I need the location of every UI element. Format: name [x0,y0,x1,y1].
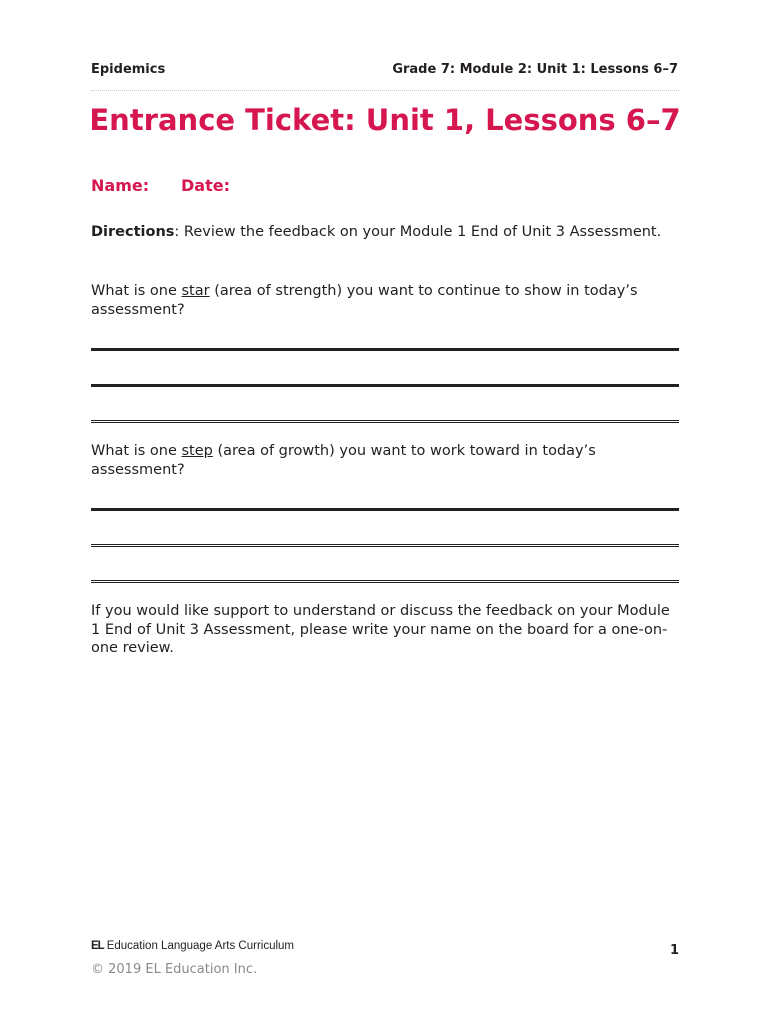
footer-brand [91,940,294,952]
header-lesson-info: Grade 7: Module 2: Unit 1: Lessons 6–7 [392,62,678,77]
header-divider [91,90,679,91]
answer-line-step-3[interactable] [91,580,679,583]
question-step-after: (area of growth) you want to work toward in today’s assessment? [91,443,596,478]
support-note: If you would like support to understand or discuss the feedback on your Module 1 End of Unit 3 Assessment, please write your name on the board for a one-on-one review. [91,603,670,656]
answer-line-step-2[interactable] [91,544,679,547]
question-step-keyword: step [181,443,213,459]
name-label: Name: [91,176,150,195]
date-label: Date: [181,176,230,195]
question-star [91,282,681,319]
question-star-after: (area of strength) you want to continue to show in today’s assessment? [91,283,638,318]
answer-line-star-3[interactable] [91,420,679,423]
question-star-keyword: star [181,283,210,299]
page-title: Entrance Ticket: Unit 1, Lessons 6–7 [89,103,681,137]
question-step [91,442,681,479]
copyright: © 2019 EL Education Inc. [91,962,258,977]
page-number: 1 [669,943,679,958]
directions [91,223,681,242]
footer-brand-text: Education Language Arts Curriculum [106,940,295,952]
question-star-before: What is one [91,283,182,299]
answer-line-star-2[interactable] [91,384,679,387]
answer-line-star-1[interactable] [91,348,679,351]
header-unit-name: Epidemics [91,62,166,77]
directions-text: : Review the feedback on your Module 1 End of Unit 3 Assessment. [174,224,662,240]
answer-line-step-1[interactable] [91,508,679,511]
question-step-before: What is one [91,443,182,459]
el-logo-icon: EL [91,940,104,952]
directions-label: Directions [91,224,175,240]
